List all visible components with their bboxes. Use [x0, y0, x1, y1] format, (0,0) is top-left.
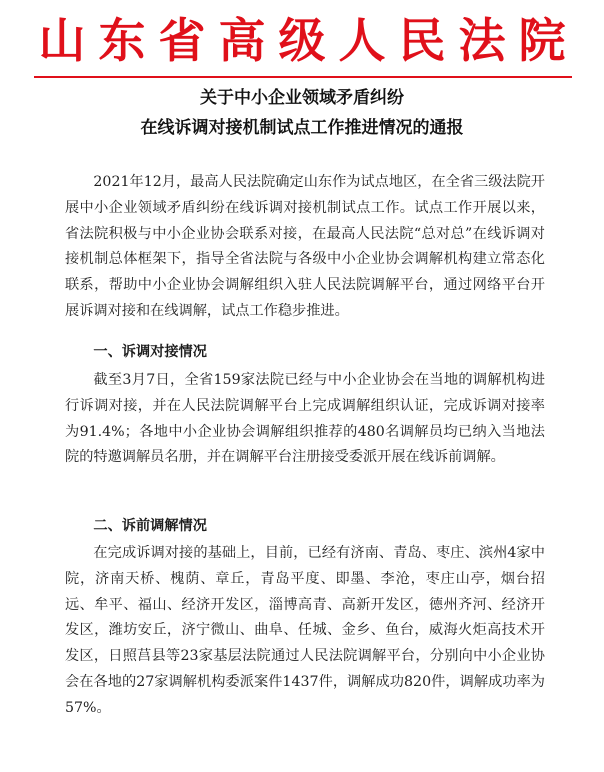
section-2-paragraph: 在完成诉调对接的基础上，目前，已经有济南、青岛、枣庄、滨州4家中院，济南天桥、槐荫、章丘，青岛平度、即墨、李沧，枣庄山亭，烟台招远、牟平、福山、经济开发区，淄博高青、高新开发区，德州齐河、经济开发区，潍坊安丘，济宁微山、曲阜、任城、金乡、鱼台，威海火炬高技术开发区，日照莒县等23家基层法院通过人民法院调解平台，分别向中小企业协会在各地的27家调解机构委派案件1437件，调解成功820件，调解成功率为57%。: [65, 545, 545, 716]
document-title-line-1: 关于中小企业领域矛盾纠纷: [200, 88, 404, 108]
masthead-divider: [34, 76, 572, 78]
section-2-heading: 二、诉前调解情况: [93, 518, 207, 534]
section-1-paragraph: 截至3月7日，全省159家法院已经与中小企业协会在当地的调解机构进行诉调对接，并在人民法院调解平台上完成调解组织认证，完成诉调对接率为91.4%；各地中小企业协会调解组织推荐的480名调解员均已纳入当地法院的特邀调解员名册，并在调解平台注册接受委派开展在线诉前调解。: [65, 372, 545, 466]
section-2-body: [65, 541, 545, 722]
document-title-line-2: 在线诉调对接机制试点工作推进情况的通报: [140, 118, 464, 138]
intro-paragraph: 2021年12月，最高人民法院确定山东作为试点地区，在全省三级法院开展中小企业领域矛盾纠纷在线诉调对接机制试点工作。试点工作开展以来，省法院积极与中小企业协会联系对接，在最高人民法院“总对总”在线诉调对接机制总体框架下，指导全省法院与各级中小企业协会调解机构建立常态化联系，帮助中小企业协会调解组织入驻人民法院调解平台，通过网络平台开展诉调对接和在线调解，试点工作稳步推进。: [65, 174, 545, 319]
section-1-body: [65, 368, 545, 471]
intro-paragraph-block: [65, 170, 545, 325]
masthead-title: 山东省高级人民法院: [38, 14, 579, 69]
section-1-heading: 一、诉调对接情况: [93, 344, 207, 360]
